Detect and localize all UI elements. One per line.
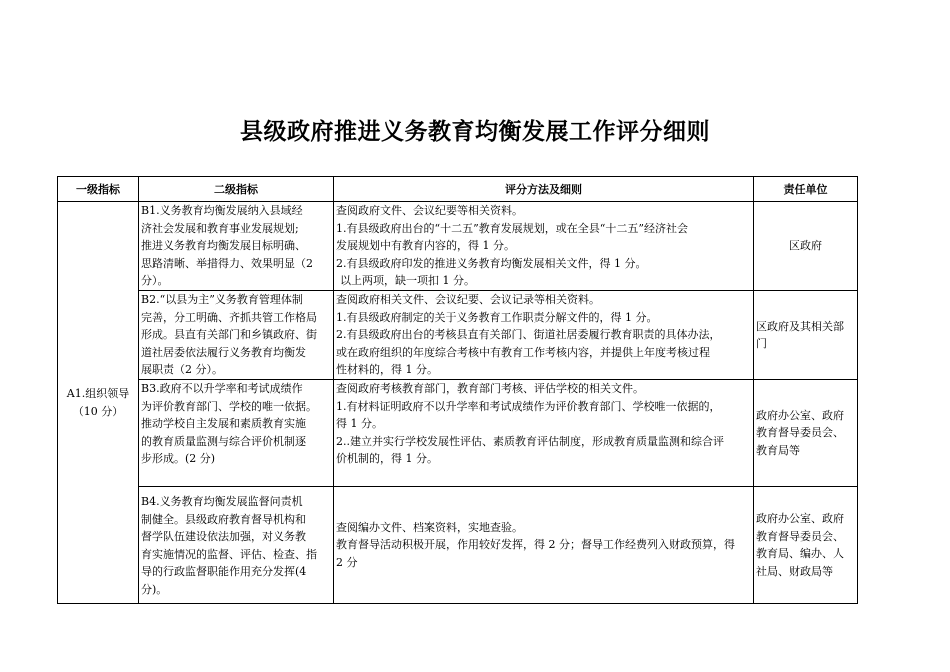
table-row <box>58 380 858 487</box>
method-line: 查阅政府相关文件、会议纪要、会议记录等相关资料。 <box>336 293 600 306</box>
method-cell <box>334 380 754 487</box>
level2-line: 思路清晰、举措得力、效果明显（2 <box>141 256 313 270</box>
method-line: 教育督导活动积极开展，作用较好发挥，得 2 分；督导工作经费列入财政预算，得 <box>336 538 735 552</box>
method-line: 2..建立并实行学校发展性评估、素质教育评估制度，形成教育质量监测和综合评 <box>336 434 724 448</box>
document-title: 县级政府推进义务教育均衡发展工作评分细则 <box>240 119 710 145</box>
level2-line: 步形成。(2 分) <box>141 452 216 465</box>
duty-line: 教育局等 <box>756 443 800 457</box>
method-cell <box>334 291 754 380</box>
level2-line: B3.政府不以升学率和考试成绩作 <box>141 382 303 395</box>
level2-line: B2.“以县为主”义务教育管理体制 <box>141 293 303 306</box>
method-cell <box>334 202 754 291</box>
level2-line: 形成。县直有关部门和乡镇政府、街 <box>141 328 317 341</box>
level1-label: A1.组织领导 <box>66 387 130 400</box>
table-header-row <box>58 177 858 202</box>
method-line: 2.有县级政府印发的推进义务教育均衡发展相关文件，得 1 分。 <box>336 256 647 270</box>
method-line: 1.有材料证明政府不以升学率和考试成绩作为评价教育部门、学校唯一依据的， <box>336 399 721 413</box>
level2-cell <box>139 380 334 487</box>
method-cell <box>334 487 754 604</box>
level1-score: （10 分） <box>72 404 124 418</box>
duty-line: 区政府 <box>789 239 822 253</box>
level1-cell <box>58 202 139 604</box>
method-line: 价机制的，得 1 分。 <box>336 452 438 465</box>
duty-line: 区政府及其相关部 <box>756 319 844 333</box>
method-line: 以上两项，缺一项扣 1 分。 <box>340 274 475 287</box>
header-level1: 一级指标 <box>58 177 139 202</box>
method-line: 2.有县级政府出台的考核县直有关部门、街道社居委履行教育职责的具体办法， <box>336 328 721 341</box>
table-row <box>58 291 858 380</box>
method-line: 1.有县级政府出台的“十二五”教育发展规划，或在全县“十二五”经济社会 <box>336 221 688 235</box>
table-row <box>58 202 858 291</box>
level2-line: 分)。 <box>141 582 168 596</box>
level2-line: 育实施情况的监督、评估、检查、指 <box>141 547 317 561</box>
level2-line: 导的行政监督职能作用充分发挥(4 <box>141 565 307 578</box>
level2-line: 完善，分工明确、齐抓共管工作格局 <box>141 310 317 324</box>
level2-line: 推动学校自主发展和素质教育实施 <box>141 417 306 430</box>
level2-line: 展职责（2 分）。 <box>141 363 223 376</box>
level2-line: 分）。 <box>141 274 169 287</box>
duty-line: 门 <box>756 337 767 350</box>
method-line: 查阅政府文件、会议纪要等相关资料。 <box>336 204 523 217</box>
table-row <box>58 487 858 604</box>
method-line: 性材料的，得 1 分。 <box>336 363 438 376</box>
header-duty: 责任单位 <box>754 177 858 202</box>
level2-line: 的教育质量监测与综合评价机制逐 <box>141 434 306 448</box>
method-line: 发展规划中有教育内容的，得 1 分。 <box>336 239 515 252</box>
duty-line: 政府办公室、政府 <box>756 408 844 422</box>
duty-line: 教育督导委员会、 <box>756 529 844 543</box>
level2-line: 督学队伍建设依法加强，对义务教 <box>141 530 306 543</box>
level2-line: 道社居委依法履行义务教育均衡发 <box>141 345 306 359</box>
duty-cell <box>754 380 858 487</box>
level2-cell <box>139 487 334 604</box>
level2-line: 为评价教育部门、学校的唯一依据。 <box>141 399 317 413</box>
duty-cell <box>754 291 858 380</box>
method-line: 2 分 <box>336 555 358 569</box>
duty-cell <box>754 487 858 604</box>
level2-line: 济社会发展和教育事业发展规划; <box>141 221 299 235</box>
scoring-table <box>57 176 858 604</box>
level2-cell <box>139 202 334 291</box>
level2-line: B1.义务教育均衡发展纳入县域经 <box>141 204 303 217</box>
duty-line: 教育局、编办、人 <box>756 547 844 560</box>
header-level2: 二级指标 <box>139 177 334 202</box>
method-line: 1.有县级政府制定的关于义务教育工作职责分解文件的，得 1 分。 <box>336 310 658 324</box>
method-line: 查阅政府考核教育部门，教育部门考核、评估学校的相关文件。 <box>336 382 644 395</box>
duty-line: 社局、财政局等 <box>756 564 833 578</box>
level2-line: B4.义务教育均衡发展监督问责机 <box>141 495 303 508</box>
header-method: 评分方法及细则 <box>334 177 754 202</box>
duty-line: 教育督导委员会、 <box>756 426 844 440</box>
level2-line: 制健全。县级政府教育督导机构和 <box>141 512 306 526</box>
level2-line: 推进义务教育均衡发展目标明确、 <box>141 239 306 252</box>
method-line: 查阅编办文件、档案资料，实地查验。 <box>336 520 523 534</box>
method-line: 或在政府组织的年度综合考核中有教育工作考核内容，并提供上年度考核过程 <box>336 345 710 359</box>
duty-cell <box>754 202 858 291</box>
level2-cell <box>139 291 334 380</box>
duty-line: 政府办公室、政府 <box>756 512 844 525</box>
method-line: 得 1 分。 <box>336 417 383 430</box>
